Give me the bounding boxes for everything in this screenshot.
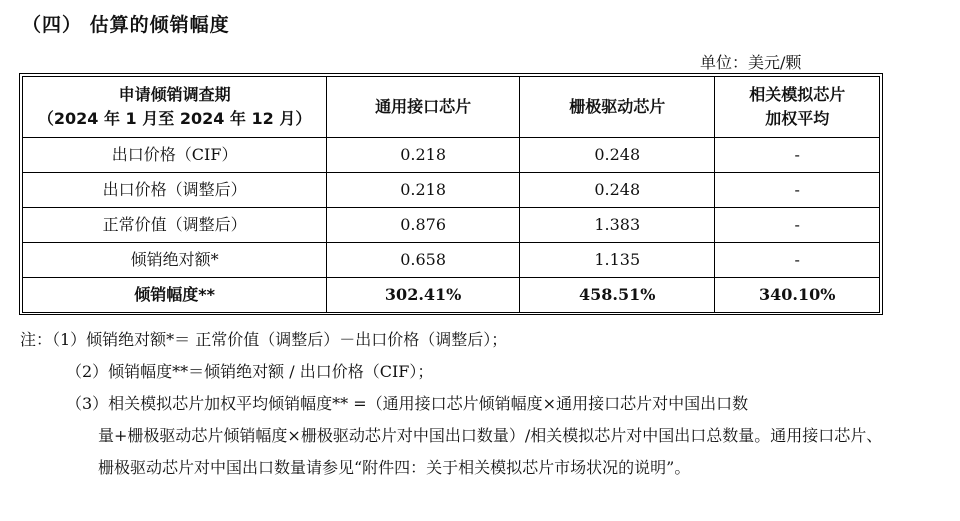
- table-header-row: [23, 77, 880, 138]
- cell-weighted-average: -: [715, 208, 880, 243]
- row-label: 倾销幅度**: [23, 278, 327, 313]
- table-row: [23, 173, 880, 208]
- cell-general-interface: 0.218: [327, 138, 520, 173]
- cell-gate-driver: 458.51%: [520, 278, 715, 313]
- cell-general-interface: 0.218: [327, 173, 520, 208]
- cell-gate-driver: 1.383: [520, 208, 715, 243]
- cell-weighted-average: -: [715, 138, 880, 173]
- section-title: （四） 估算的倾销幅度: [22, 14, 230, 36]
- row-label: 倾销绝对额*: [23, 243, 327, 278]
- header-col-gate-driver: 栅极驱动芯片: [520, 77, 715, 138]
- row-label: 出口价格（CIF）: [23, 138, 327, 173]
- row-label: 正常价值（调整后）: [23, 208, 327, 243]
- header-col-weighted-average: [715, 77, 880, 138]
- note-1: 注：（1）倾销绝对额*＝ 正常价值（调整后）－出口价格（调整后）；: [20, 330, 508, 349]
- header-col3-line1: 相关模拟芯片: [749, 85, 846, 104]
- cell-gate-driver: 0.248: [520, 138, 715, 173]
- note-3-continuation: 量+栅极驱动芯片倾销幅度×栅极驱动芯片对中国出口数量）/相关模拟芯片对中国出口总数量。通用接口芯片、栅极驱动芯片对中国出口数量请参见“附件四：关于相关模拟芯片市场状况的说明”。: [98, 426, 883, 477]
- header-period-line2: （2024 年 1 月至 2024 年 12 月）: [37, 109, 312, 128]
- dumping-margin-table-frame: [19, 73, 883, 315]
- header-period-line1: 申请倾销调查期: [118, 85, 231, 104]
- table-row: [23, 138, 880, 173]
- dumping-margin-table: [22, 76, 880, 313]
- cell-weighted-average: 340.10%: [715, 278, 880, 313]
- header-period: [23, 77, 327, 138]
- table-row: [23, 208, 880, 243]
- note-3-first-line: （3）相关模拟芯片加权平均倾销幅度** =（通用接口芯片倾销幅度×通用接口芯片对中国出口数: [66, 394, 749, 413]
- header-col3-line2: 加权平均: [765, 109, 830, 128]
- table-row-total: [23, 278, 880, 313]
- cell-weighted-average: -: [715, 173, 880, 208]
- cell-general-interface: 0.658: [327, 243, 520, 278]
- cell-general-interface: 302.41%: [327, 278, 520, 313]
- table-row: [23, 243, 880, 278]
- cell-weighted-average: -: [715, 243, 880, 278]
- row-label: 出口价格（调整后）: [23, 173, 327, 208]
- cell-gate-driver: 1.135: [520, 243, 715, 278]
- header-col-general-interface: 通用接口芯片: [327, 77, 520, 138]
- notes: [20, 324, 900, 484]
- unit-label: 单位：美元/颗: [700, 53, 802, 72]
- cell-general-interface: 0.876: [327, 208, 520, 243]
- note-2: （2）倾销幅度**＝倾销绝对额 / 出口价格（CIF）；: [66, 362, 434, 381]
- cell-gate-driver: 0.248: [520, 173, 715, 208]
